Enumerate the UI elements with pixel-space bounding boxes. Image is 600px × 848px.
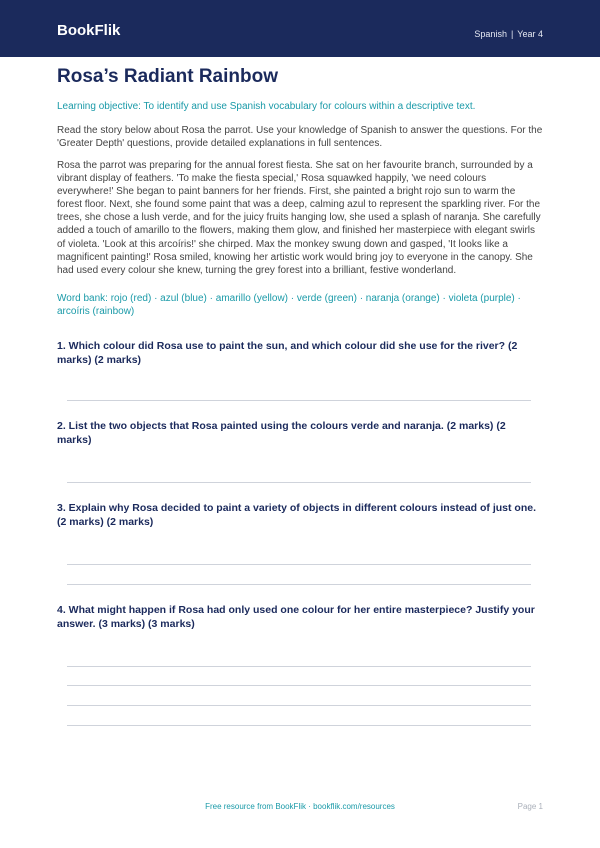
page-number: Page 1 [517, 802, 543, 811]
answer-line[interactable] [67, 685, 531, 686]
question-4: 4. What might happen if Rosa had only used one colour for her entire masterpiece? Justify your answer. (3 marks) (3 marks) [57, 604, 535, 630]
year-label: Year 4 [517, 29, 543, 39]
instructions-text: Read the story below about Rosa the parrot. Use your knowledge of Spanish to answer the questions. For the 'Greater Depth' questions, provide detailed explanations in full sentences. [57, 125, 543, 149]
answer-line[interactable] [67, 584, 531, 585]
answer-line[interactable] [67, 482, 531, 483]
brand-logo-text: BookFlik [57, 22, 121, 39]
question-1: 1. Which colour did Rosa use to paint the sun, and which colour did she use for the river? (2 marks) (2 marks) [57, 340, 518, 366]
subject-year-label [474, 28, 543, 40]
question-3: 3. Explain why Rosa decided to paint a variety of objects in different colours instead of just one. (2 marks) (2 marks) [57, 502, 537, 528]
answer-line[interactable] [67, 666, 531, 667]
answer-line[interactable] [67, 564, 531, 565]
page-title: Rosa’s Radiant Rainbow [57, 66, 278, 87]
answer-line[interactable] [67, 705, 531, 706]
separator: | [510, 29, 514, 39]
question-2: 2. List the two objects that Rosa painted using the colours verde and naranja. (2 marks) (2 marks) [57, 420, 506, 446]
learning-objective: Learning objective: To identify and use Spanish vocabulary for colours within a descriptive text. [57, 101, 476, 112]
page-header [0, 0, 600, 57]
word-bank: Word bank: rojo (red) · azul (blue) · amarillo (yellow) · verde (green) · naranja (orange) · violeta (purple) · arcoíris (rainbow) [57, 293, 521, 317]
footer-text: Free resource from BookFlik · bookflik.com/resources [205, 802, 395, 811]
story-text: Rosa the parrot was preparing for the annual forest fiesta. She sat on her favourite branch, surrounded by a vibrant display of feathers. 'To make the fiesta special,' Rosa squawked happily, 'we need colours everywhere!' She began to paint banners for her friends. First, she painted a bright rojo sun to warm the forest floor. Next, she found some paint that was a deep, calming azul to represent the sparkling river. For the trees, she chose a lush verde, and for the juicy fruits hanging low, she used a splash of naranja. She carefully added a touch of amarillo to the flowers, making them glow, and finished her masterpiece with elegant swirls of violeta. 'Look at this arcoíris!' she chirped. Max the monkey swung down and gasped, 'It looks like a magnificent painting!' Rosa smiled, knowing her artistic work would bring joy to everyone in the canopy. She had used every colour she knew, turning the grey forest into a brilliant, festive wonderland. [57, 160, 541, 276]
answer-line[interactable] [67, 400, 531, 401]
answer-line[interactable] [67, 725, 531, 726]
subject-label: Spanish [474, 29, 507, 39]
